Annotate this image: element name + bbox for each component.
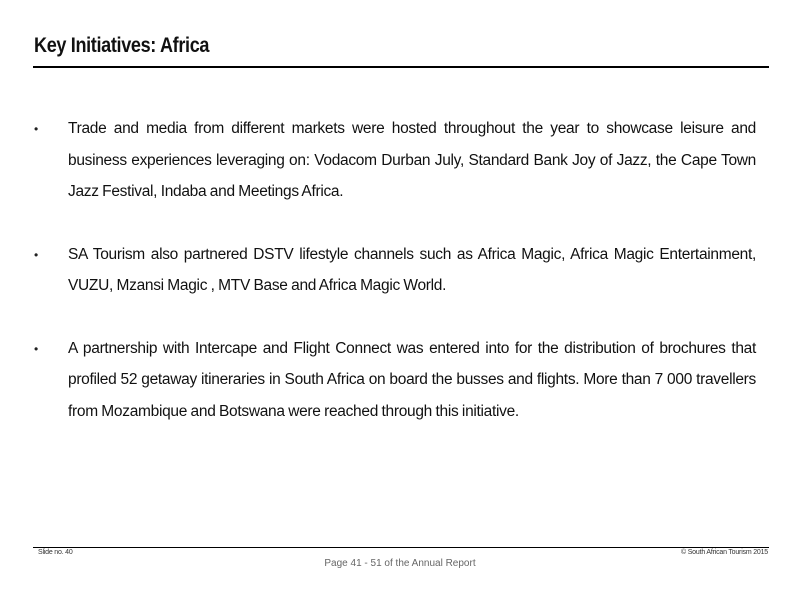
footer-divider	[33, 547, 769, 548]
title-divider	[33, 66, 769, 68]
bullet-list	[34, 113, 756, 458]
bullet-marker: •	[34, 122, 39, 136]
bullet-text: SA Tourism also partnered DSTV lifestyle channels such as Africa Magic, Africa Magic Entertainment, VUZU, Mzansi Magic , MTV Base and Africa Magic World.	[68, 245, 756, 294]
copyright-notice: © South African Tourism 2015	[681, 549, 768, 556]
slide-number: Slide no. 40	[38, 549, 73, 556]
bullet-item	[34, 239, 756, 302]
page-reference: Page 41 - 51 of the Annual Report	[324, 558, 476, 569]
bullet-item	[34, 333, 756, 428]
bullet-item	[34, 113, 756, 208]
bullet-text: Trade and media from different markets were hosted throughout the year to showcase leisure and business experiences leveraging on: Vodacom Durban July, Standard Bank Joy of Jazz, the Cape Town Jazz Festival, Indaba and Meetings Africa.	[68, 120, 756, 200]
bullet-marker: •	[34, 247, 39, 262]
bullet-marker: •	[34, 341, 39, 356]
bullet-text: A partnership with Intercape and Flight Connect was entered into for the distribution of brochures that profiled 52 getaway itineraries in South Africa on board the busses and flights. More than 7 000 travellers from Mozambique and Botswana were reached through this initiative.	[68, 339, 756, 420]
page-title: Key Initiatives: Africa	[34, 34, 210, 57]
